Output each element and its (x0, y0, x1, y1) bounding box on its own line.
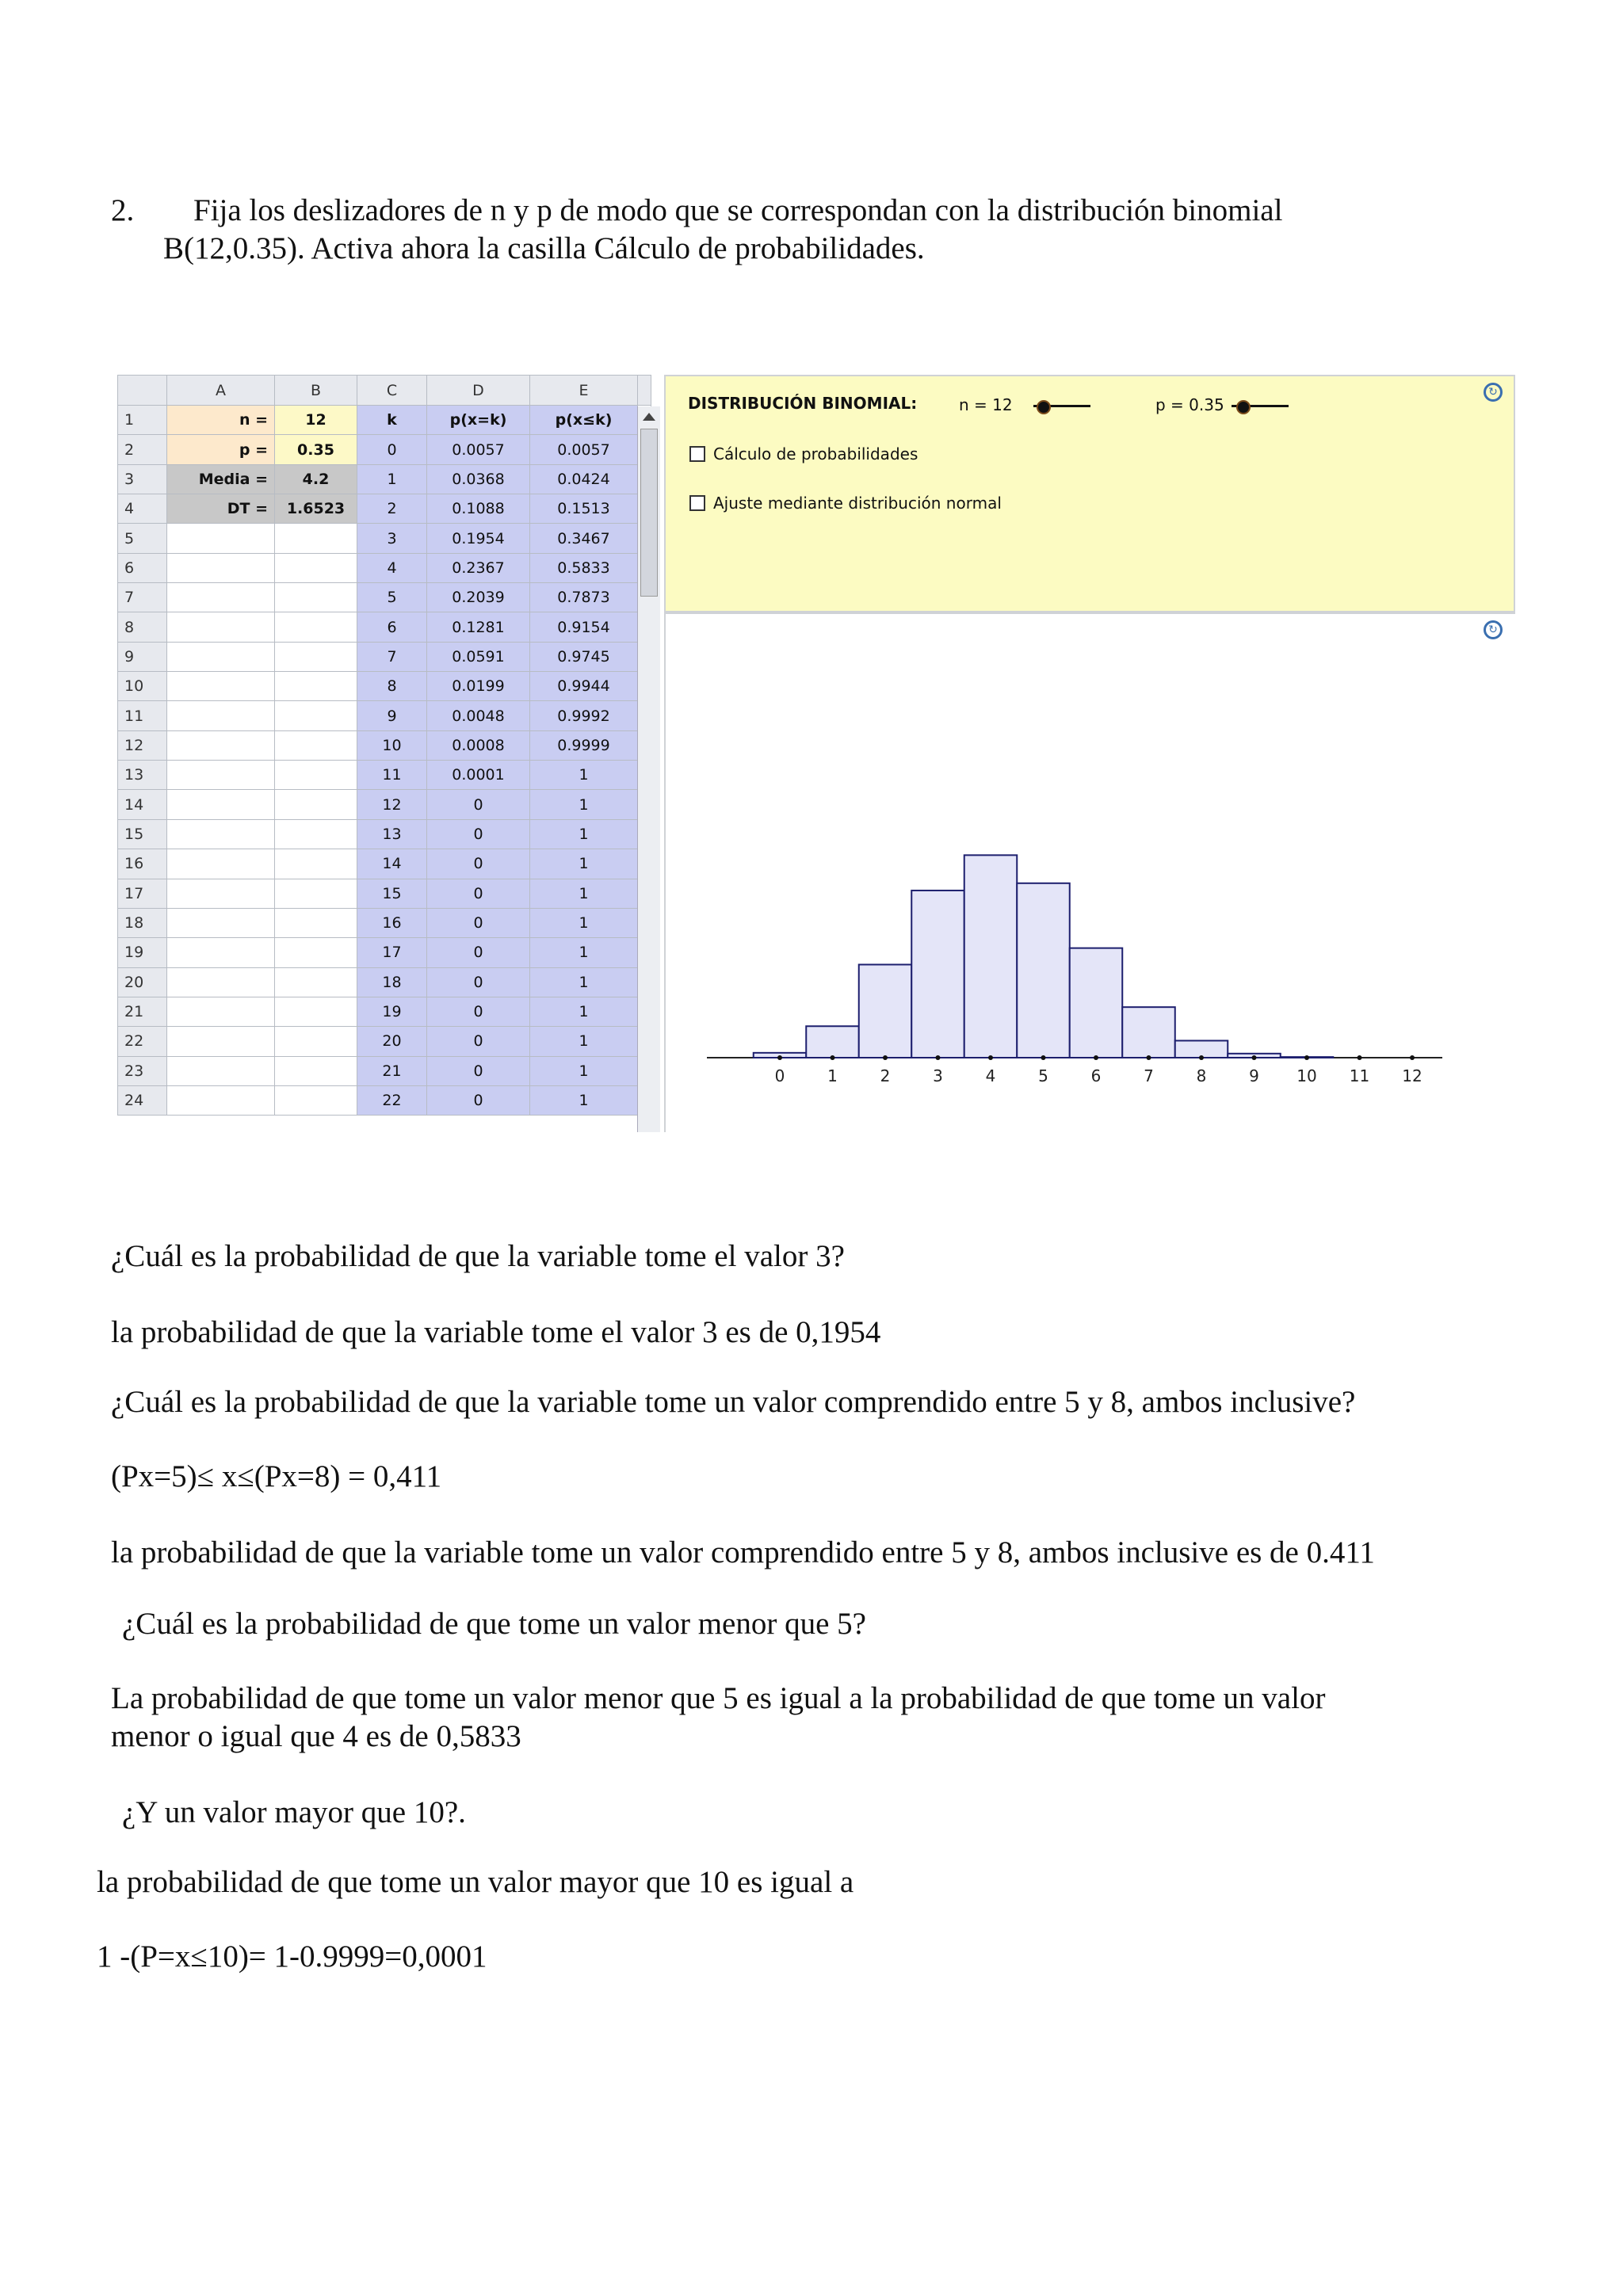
row-header[interactable]: 3 (118, 464, 167, 494)
axis-point (988, 1055, 993, 1060)
cell-a[interactable] (167, 1085, 275, 1115)
cell-d[interactable]: 0 (427, 1056, 530, 1085)
row-header[interactable]: 22 (118, 1027, 167, 1056)
cell-a[interactable] (167, 672, 275, 701)
table-row (118, 701, 651, 730)
x-tick-label: 8 (1196, 1066, 1207, 1085)
x-tick-label: 2 (880, 1066, 891, 1085)
cell-d[interactable]: 0 (427, 849, 530, 879)
cell-b[interactable] (275, 938, 357, 967)
cell-a[interactable] (167, 553, 275, 582)
cell-c[interactable]: 21 (357, 1056, 427, 1085)
column-header[interactable]: A (167, 376, 275, 406)
question-3: ¿Cuál es la probabilidad de que tome un valor menor que 5? (122, 1607, 866, 1641)
histogram-bar (1070, 948, 1123, 1058)
question-4: ¿Y un valor mayor que 10?. (122, 1795, 466, 1829)
intro-line-2: B(12,0.35). Activa ahora la casilla Cálculo de probabilidades. (163, 231, 925, 265)
row-header[interactable]: 15 (118, 819, 167, 849)
spreadsheet-scrollbar[interactable] (637, 406, 660, 1132)
cell-c[interactable]: 12 (357, 790, 427, 819)
column-header[interactable]: D (427, 376, 530, 406)
answer-4-line-2: 1 -(P=x≤10)= 1-0.9999=0,0001 (97, 1939, 487, 1974)
cell-b[interactable] (275, 553, 357, 582)
table-row (118, 790, 651, 819)
cell-a[interactable] (167, 1027, 275, 1056)
cell-b[interactable]: 1.6523 (275, 494, 357, 524)
scroll-up-icon[interactable] (643, 413, 655, 421)
cell-b[interactable] (275, 819, 357, 849)
cell-d[interactable]: p(x=k) (427, 406, 530, 435)
cell-a[interactable] (167, 642, 275, 671)
histogram-bar (806, 1026, 859, 1058)
cell-a[interactable] (167, 908, 275, 937)
cell-d[interactable]: 0.0199 (427, 672, 530, 701)
axis-point (777, 1055, 782, 1060)
question-2: ¿Cuál es la probabilidad de que la variable tome un valor comprendido entre 5 y 8, ambos inclusive? (111, 1385, 1356, 1419)
row-header[interactable]: 24 (118, 1085, 167, 1115)
refresh-icon[interactable]: ↻ (1484, 620, 1503, 639)
cell-b[interactable] (275, 879, 357, 908)
cell-a[interactable] (167, 524, 275, 553)
table-row (118, 1085, 651, 1115)
checkbox-box[interactable] (689, 495, 705, 511)
cell-e[interactable]: 0.9992 (530, 701, 638, 730)
row-header[interactable]: 13 (118, 761, 167, 790)
checkbox-box[interactable] (689, 446, 705, 462)
cell-d[interactable]: 0 (427, 879, 530, 908)
cell-e[interactable]: 1 (530, 849, 638, 879)
row-header[interactable]: 17 (118, 879, 167, 908)
axis-point (1199, 1055, 1204, 1060)
cell-c[interactable]: 2 (357, 494, 427, 524)
cell-c[interactable]: 20 (357, 1027, 427, 1056)
column-header[interactable] (638, 376, 651, 406)
row-header[interactable]: 1 (118, 406, 167, 435)
cell-b[interactable]: 4.2 (275, 464, 357, 494)
cell-c[interactable]: 13 (357, 819, 427, 849)
cell-e[interactable]: 0.9745 (530, 642, 638, 671)
cell-a[interactable] (167, 879, 275, 908)
table-row (118, 908, 651, 937)
cell-b[interactable] (275, 761, 357, 790)
cell-a[interactable] (167, 612, 275, 642)
x-tick-label: 11 (1349, 1066, 1370, 1085)
cell-d[interactable]: 0 (427, 1027, 530, 1056)
cell-a[interactable] (167, 819, 275, 849)
cell-b[interactable] (275, 967, 357, 997)
histogram-bar (1122, 1007, 1175, 1058)
cell-a[interactable] (167, 701, 275, 730)
cell-e[interactable]: 1 (530, 1085, 638, 1115)
controls-panel (664, 375, 1515, 612)
row-header[interactable]: 20 (118, 967, 167, 997)
cell-c[interactable]: 7 (357, 642, 427, 671)
cell-e[interactable]: 1 (530, 819, 638, 849)
cell-d[interactable]: 0.0001 (427, 761, 530, 790)
histogram-bar (1017, 883, 1070, 1058)
cell-a[interactable]: p = (167, 435, 275, 464)
cell-a[interactable]: DT = (167, 494, 275, 524)
axis-point (1358, 1055, 1362, 1060)
x-tick-label: 12 (1402, 1066, 1423, 1085)
cell-b[interactable] (275, 524, 357, 553)
table-row (118, 1027, 651, 1056)
row-header[interactable]: 23 (118, 1056, 167, 1085)
x-tick-label: 4 (985, 1066, 996, 1085)
cell-d[interactable]: 0.1088 (427, 494, 530, 524)
cell-d[interactable]: 0 (427, 1085, 530, 1115)
table-row (118, 494, 651, 524)
x-tick-label: 0 (774, 1066, 785, 1085)
cell-e[interactable]: 1 (530, 997, 638, 1026)
x-tick-label: 9 (1249, 1066, 1259, 1085)
cell-c[interactable]: k (357, 406, 427, 435)
answer-2: la probabilidad de que la variable tome un valor comprendido entre 5 y 8, ambos inclusive es de 0.411 (111, 1535, 1375, 1569)
x-tick-label: 10 (1296, 1066, 1317, 1085)
cell-d[interactable]: 0.0591 (427, 642, 530, 671)
row-header[interactable]: 8 (118, 612, 167, 642)
cell-a[interactable] (167, 849, 275, 879)
row-header[interactable]: 4 (118, 494, 167, 524)
cell-e[interactable]: 0.9999 (530, 730, 638, 760)
histogram-bar (1175, 1041, 1228, 1058)
axis-point (1094, 1055, 1098, 1060)
answer-2-formula: (Px=5)≤ x≤(Px=8) = 0,411 (111, 1459, 442, 1493)
x-tick-label: 6 (1090, 1066, 1102, 1085)
cell-e[interactable]: 0.7873 (530, 583, 638, 612)
cell-e[interactable]: 0.5833 (530, 553, 638, 582)
cell-c[interactable]: 17 (357, 938, 427, 967)
cell-b[interactable] (275, 642, 357, 671)
row-header[interactable]: 16 (118, 849, 167, 879)
cell-b[interactable] (275, 849, 357, 879)
exercise-number: 2. (111, 193, 135, 227)
cell-b[interactable] (275, 1027, 357, 1056)
table-row (118, 524, 651, 553)
answer-3-line-1: La probabilidad de que tome un valor menor que 5 es igual a la probabilidad de que tome un valor (111, 1681, 1326, 1715)
cell-b[interactable]: 12 (275, 406, 357, 435)
table-row (118, 642, 651, 671)
cell-c[interactable]: 10 (357, 730, 427, 760)
row-header[interactable]: 2 (118, 435, 167, 464)
cell-c[interactable]: 14 (357, 849, 427, 879)
cell-a[interactable] (167, 790, 275, 819)
intro-line-1: Fija los deslizadores de n y p de modo que se correspondan con la distribución binomial (193, 193, 1283, 227)
row-header[interactable]: 11 (118, 701, 167, 730)
refresh-icon[interactable]: ↻ (1484, 383, 1503, 402)
cell-b[interactable] (275, 997, 357, 1026)
cell-e[interactable]: 1 (530, 967, 638, 997)
cell-b[interactable] (275, 583, 357, 612)
cell-a[interactable] (167, 761, 275, 790)
slider-n-label: n = 12 (959, 395, 1013, 414)
checkbox-ajuste-label: Ajuste mediante distribución normal (713, 494, 1002, 513)
cell-b[interactable] (275, 612, 357, 642)
slider-p-label: p = 0.35 (1155, 395, 1224, 414)
cell-b[interactable] (275, 1056, 357, 1085)
cell-a[interactable] (167, 938, 275, 967)
cell-d[interactable]: 0.2039 (427, 583, 530, 612)
column-header-row (118, 376, 651, 406)
x-tick-label: 7 (1144, 1066, 1154, 1085)
x-tick-label: 5 (1038, 1066, 1048, 1085)
answer-3-line-2: menor o igual que 4 es de 0,5833 (111, 1719, 521, 1753)
panel-title: DISTRIBUCIÓN BINOMIAL: (688, 394, 918, 413)
axis-point (1041, 1055, 1046, 1060)
slider-p[interactable] (1232, 405, 1289, 407)
corner-cell[interactable] (118, 376, 167, 406)
table-row (118, 849, 651, 879)
table-row (118, 938, 651, 967)
cell-d[interactable]: 0.0048 (427, 701, 530, 730)
row-header[interactable]: 5 (118, 524, 167, 553)
row-header[interactable]: 9 (118, 642, 167, 671)
spreadsheet-table (117, 375, 651, 1116)
cell-e[interactable]: 0.9154 (530, 612, 638, 642)
axis-point (831, 1055, 835, 1060)
cell-a[interactable] (167, 583, 275, 612)
cell-c[interactable]: 11 (357, 761, 427, 790)
cell-c[interactable]: 3 (357, 524, 427, 553)
cell-d[interactable]: 0.0368 (427, 464, 530, 494)
cell-e[interactable]: 1 (530, 790, 638, 819)
histogram-bar (964, 855, 1018, 1058)
table-row (118, 464, 651, 494)
cell-d[interactable]: 0 (427, 790, 530, 819)
cell-a[interactable] (167, 730, 275, 760)
row-header[interactable]: 14 (118, 790, 167, 819)
column-header[interactable]: E (530, 376, 638, 406)
cell-e[interactable]: 0.3467 (530, 524, 638, 553)
x-tick-label: 1 (827, 1066, 838, 1085)
cell-e[interactable]: 1 (530, 1027, 638, 1056)
row-header[interactable]: 19 (118, 938, 167, 967)
cell-a[interactable] (167, 1056, 275, 1085)
cell-c[interactable]: 15 (357, 879, 427, 908)
row-header[interactable]: 6 (118, 553, 167, 582)
table-row (118, 997, 651, 1026)
cell-e[interactable]: 0.1513 (530, 494, 638, 524)
cell-d[interactable]: 0.0008 (427, 730, 530, 760)
table-row (118, 583, 651, 612)
binomial-histogram (666, 614, 1514, 1131)
slider-n[interactable] (1033, 405, 1090, 407)
cell-c[interactable]: 6 (357, 612, 427, 642)
table-row (118, 967, 651, 997)
table-row (118, 1056, 651, 1085)
answer-1: la probabilidad de que la variable tome el valor 3 es de 0,1954 (111, 1315, 881, 1349)
column-header[interactable]: C (357, 376, 427, 406)
cell-d[interactable]: 0.1281 (427, 612, 530, 642)
cell-e[interactable]: 1 (530, 761, 638, 790)
cell-d[interactable]: 0 (427, 997, 530, 1026)
cell-b[interactable] (275, 701, 357, 730)
cell-e[interactable]: p(x≤k) (530, 406, 638, 435)
checkbox-calculo-label: Cálculo de probabilidades (713, 444, 918, 463)
checkbox-calculo[interactable] (689, 444, 918, 463)
cell-c[interactable]: 0 (357, 435, 427, 464)
histogram-bar (911, 891, 964, 1058)
cell-a[interactable]: Media = (167, 464, 275, 494)
table-row (118, 435, 651, 464)
axis-point (1147, 1055, 1151, 1060)
answer-4-line-1: la probabilidad de que tome un valor mayor que 10 es igual a (97, 1865, 854, 1899)
table-row (118, 879, 651, 908)
axis-point (1304, 1055, 1309, 1060)
cell-c[interactable]: 8 (357, 672, 427, 701)
spreadsheet (117, 375, 665, 1132)
cell-b[interactable] (275, 790, 357, 819)
cell-e[interactable]: 1 (530, 879, 638, 908)
table-row (118, 819, 651, 849)
slider-n-knob[interactable] (1037, 400, 1051, 414)
table-row (118, 406, 651, 435)
checkbox-ajuste[interactable] (689, 494, 1002, 513)
axis-point (1410, 1055, 1415, 1060)
cell-d[interactable]: 0 (427, 938, 530, 967)
question-1: ¿Cuál es la probabilidad de que la variable tome el valor 3? (111, 1239, 845, 1273)
histogram-bar (859, 964, 912, 1058)
axis-point (936, 1055, 941, 1060)
cell-d[interactable]: 0.1954 (427, 524, 530, 553)
row-header[interactable]: 10 (118, 672, 167, 701)
cell-e[interactable]: 1 (530, 908, 638, 937)
row-header[interactable]: 18 (118, 908, 167, 937)
cell-e[interactable]: 0.0057 (530, 435, 638, 464)
histogram-panel (664, 612, 1515, 1132)
table-row (118, 761, 651, 790)
row-header[interactable]: 7 (118, 583, 167, 612)
cell-d[interactable]: 0 (427, 908, 530, 937)
cell-c[interactable]: 1 (357, 464, 427, 494)
cell-c[interactable]: 18 (357, 967, 427, 997)
cell-c[interactable]: 16 (357, 908, 427, 937)
cell-c[interactable]: 22 (357, 1085, 427, 1115)
axis-point (1252, 1055, 1257, 1060)
cell-b[interactable] (275, 672, 357, 701)
table-row (118, 672, 651, 701)
cell-c[interactable]: 19 (357, 997, 427, 1026)
cell-c[interactable]: 5 (357, 583, 427, 612)
cell-e[interactable]: 0.0424 (530, 464, 638, 494)
cell-d[interactable]: 0 (427, 967, 530, 997)
cell-a[interactable] (167, 967, 275, 997)
cell-a[interactable]: n = (167, 406, 275, 435)
cell-b[interactable]: 0.35 (275, 435, 357, 464)
table-row (118, 553, 651, 582)
cell-d[interactable]: 0 (427, 819, 530, 849)
cell-b[interactable] (275, 908, 357, 937)
cell-b[interactable] (275, 730, 357, 760)
column-header[interactable]: B (275, 376, 357, 406)
table-row (118, 730, 651, 760)
x-tick-label: 3 (933, 1066, 943, 1085)
cell-a[interactable] (167, 997, 275, 1026)
slider-p-knob[interactable] (1236, 400, 1251, 414)
cell-c[interactable]: 4 (357, 553, 427, 582)
cell-c[interactable]: 9 (357, 701, 427, 730)
row-header[interactable]: 12 (118, 730, 167, 760)
cell-e[interactable]: 1 (530, 938, 638, 967)
cell-e[interactable]: 0.9944 (530, 672, 638, 701)
geogebra-screenshot (117, 375, 1515, 1132)
cell-d[interactable]: 0.0057 (427, 435, 530, 464)
cell-e[interactable]: 1 (530, 1056, 638, 1085)
cell-b[interactable] (275, 1085, 357, 1115)
table-row (118, 612, 651, 642)
cell-d[interactable]: 0.2367 (427, 553, 530, 582)
scroll-thumb[interactable] (640, 429, 658, 597)
axis-point (883, 1055, 888, 1060)
row-header[interactable]: 21 (118, 997, 167, 1026)
